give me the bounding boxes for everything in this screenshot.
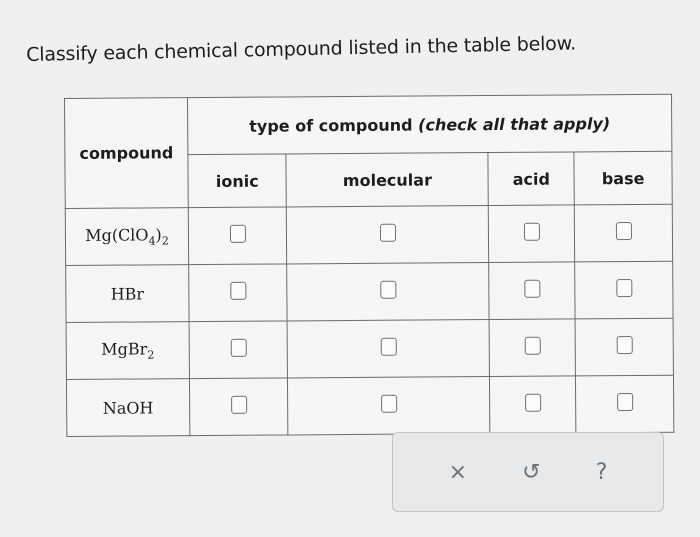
checkbox-cell	[575, 318, 673, 376]
ionic-checkbox[interactable]	[231, 396, 247, 414]
formula-text: NaOH	[102, 397, 154, 418]
formula-subscript: 4	[148, 234, 156, 248]
compound-formula	[66, 265, 189, 323]
checkbox-cell	[287, 320, 489, 378]
checkbox-cell	[576, 375, 674, 433]
base-checkbox[interactable]	[615, 222, 631, 240]
checkbox-cell	[489, 319, 575, 377]
checkbox-cell	[189, 264, 288, 322]
acid-checkbox[interactable]	[525, 394, 541, 412]
help-button[interactable]: ?	[595, 459, 608, 485]
compound-formula	[66, 322, 189, 380]
acid-checkbox[interactable]	[524, 337, 540, 355]
question-prompt: Classify each chemical compound listed in the table below.	[26, 32, 577, 66]
column-header-molecular: molecular	[286, 153, 488, 207]
compound-formula	[65, 208, 188, 266]
checkbox-cell	[574, 204, 672, 262]
ionic-checkbox[interactable]	[230, 225, 246, 243]
compound-formula	[66, 379, 189, 437]
formula-subscript: 2	[161, 234, 169, 248]
type-header-note: (check all that apply)	[418, 113, 611, 135]
column-header-acid: acid	[488, 152, 574, 206]
checkbox-cell	[287, 206, 489, 264]
undo-button[interactable]: ↺	[522, 459, 541, 485]
column-header-ionic: ionic	[188, 154, 287, 208]
base-checkbox[interactable]	[616, 336, 632, 354]
table-row	[65, 204, 672, 265]
molecular-checkbox[interactable]	[380, 224, 396, 242]
type-header-main: type of compound	[249, 115, 419, 136]
ionic-checkbox[interactable]	[230, 282, 246, 300]
formula-text: Mg	[85, 225, 112, 245]
molecular-checkbox[interactable]	[380, 281, 396, 299]
table-row	[66, 261, 673, 322]
column-header-base: base	[574, 151, 672, 205]
checkbox-cell	[188, 207, 287, 265]
classification-table	[64, 94, 674, 430]
formula-text: HBr	[110, 283, 145, 304]
base-checkbox[interactable]	[616, 279, 632, 297]
checkbox-cell	[575, 261, 673, 319]
checkbox-cell	[288, 377, 490, 435]
compound-column-header: compound	[65, 98, 189, 209]
checkbox-cell	[189, 378, 288, 436]
checkbox-cell	[490, 376, 576, 434]
clear-answer-button[interactable]: ×	[448, 459, 467, 485]
answer-actions-panel	[392, 432, 664, 512]
formula-subscript: 2	[147, 348, 155, 362]
checkbox-cell	[489, 262, 575, 320]
acid-checkbox[interactable]	[524, 223, 540, 241]
base-checkbox[interactable]	[617, 393, 633, 411]
formula-text: (ClO	[111, 225, 149, 245]
molecular-checkbox[interactable]	[381, 338, 397, 356]
checkbox-cell	[189, 321, 288, 379]
table-row	[66, 375, 673, 436]
molecular-checkbox[interactable]	[381, 395, 397, 413]
formula-text: MgBr	[101, 339, 148, 359]
formula-text: )	[155, 225, 162, 245]
ionic-checkbox[interactable]	[230, 339, 246, 357]
type-of-compound-header	[188, 94, 672, 154]
checkbox-cell	[489, 205, 575, 263]
acid-checkbox[interactable]	[524, 280, 540, 298]
table-row	[66, 318, 673, 379]
checkbox-cell	[287, 263, 489, 321]
